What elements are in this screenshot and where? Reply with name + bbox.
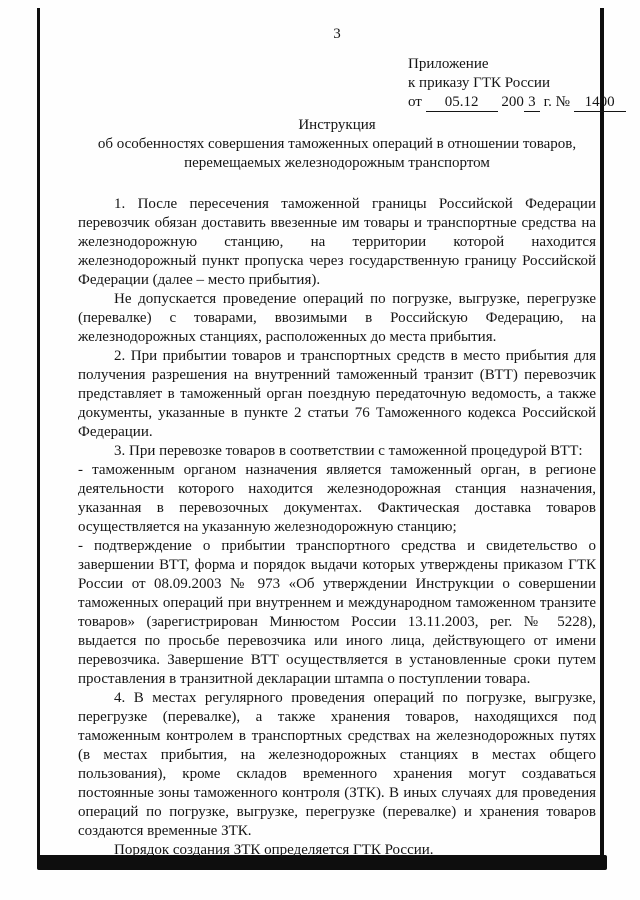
paragraph-1: 1. После пересечения таможенной границы Российской Федерации перевозчик обязан доставить ввезенные им товары и транспортные средства на железнодорожную станцию, на территории которой находится железнодорожный пункт пропуска через государственную границу Российской Федерации (далее – место прибытия). <box>78 196 596 288</box>
approval-date-value: 05.12 <box>426 94 498 112</box>
paragraph-3: 2. При прибытии товаров и транспортных средств в место прибытия для получения разрешения на внутренний таможенный транзит (ВТТ) перевозчик представляет в таможенный орган поездную передаточную ведомость, а также документы, указанные в пункте 2 статьи 76 Таможенного кодекса Российской Федерации. <box>78 348 596 440</box>
page-number: 3 <box>333 26 341 42</box>
paragraph-8: Порядок создания ЗТК определяется ГТК России. <box>114 842 434 858</box>
approval-block <box>408 55 615 112</box>
approval-from-label: от <box>408 94 422 110</box>
paragraph-6-dash-item: - подтверждение о прибытии транспортного средства и свидетельство о завершении ВТТ, форма и порядок выдачи которых утверждены приказом ГТК России от 08.09.2003 № 973 «Об утверждении Инструкции о совершении таможенных операций при внутреннем и международном таможенном транзите товаров» (зарегистрирован Минюстом России 13.11.2003, рег. № 5228), выдается по просьбе перевозчика или иного лица, действующего от имени перевозчика. Завершение ВТТ осуществляется в установленные сроки путем проставления в транзитной декларации штампа о поступлении товара. <box>78 538 596 687</box>
document-body <box>78 195 596 860</box>
paragraph-2: Не допускается проведение операций по погрузке, выгрузке, перегрузке (перевалке) с товарами, ввозимыми в Российскую Федерацию, на железнодорожных станциях, расположенных до места прибытия. <box>78 291 596 345</box>
paragraph-7: 4. В местах регулярного проведения операций по погрузке, выгрузке, перегрузке (перевалке), а также хранения товаров, находящихся под таможенным контролем в транспортных средствах на железнодорожных путях (в местах прибытия, на железнодорожных станциях в местах общего пользования), кроме складов временного хранения могут создаваться постоянные зоны таможенного контроля (ЗТК). В иных случаях для проведения операций по погрузке, выгрузке, перегрузке (перевалке) и хранения товаров создаются временные ЗТК. <box>78 690 596 839</box>
approval-year-digit: 3 <box>524 94 540 112</box>
approval-date-line <box>408 93 615 112</box>
approval-number-label: г. № <box>543 94 570 110</box>
paragraph-5-dash-item: - таможенным органом назначения является таможенный орган, в регионе деятельности которого находится железнодорожная станция назначения, указанная в перевозочных документах. Фактическая доставка товаров осуществляется на указанную железнодорожную станцию; <box>78 462 596 535</box>
approval-line-1: Приложение <box>408 56 489 72</box>
document-title-line-3: перемещаемых железнодорожным транспортом <box>184 155 490 171</box>
approval-order-number: 1400 <box>574 94 626 112</box>
document-title-line-2: об особенностях совершения таможенных операций в отношении товаров, <box>97 136 577 152</box>
paragraph-4: 3. При перевозке товаров в соответствии с таможенной процедурой ВТТ: <box>114 443 583 459</box>
document-title-line-1: Инструкция <box>298 117 376 133</box>
approval-year-prefix: 200 <box>501 94 524 110</box>
approval-line-2: к приказу ГТК России <box>408 75 550 91</box>
document-title <box>78 116 596 173</box>
